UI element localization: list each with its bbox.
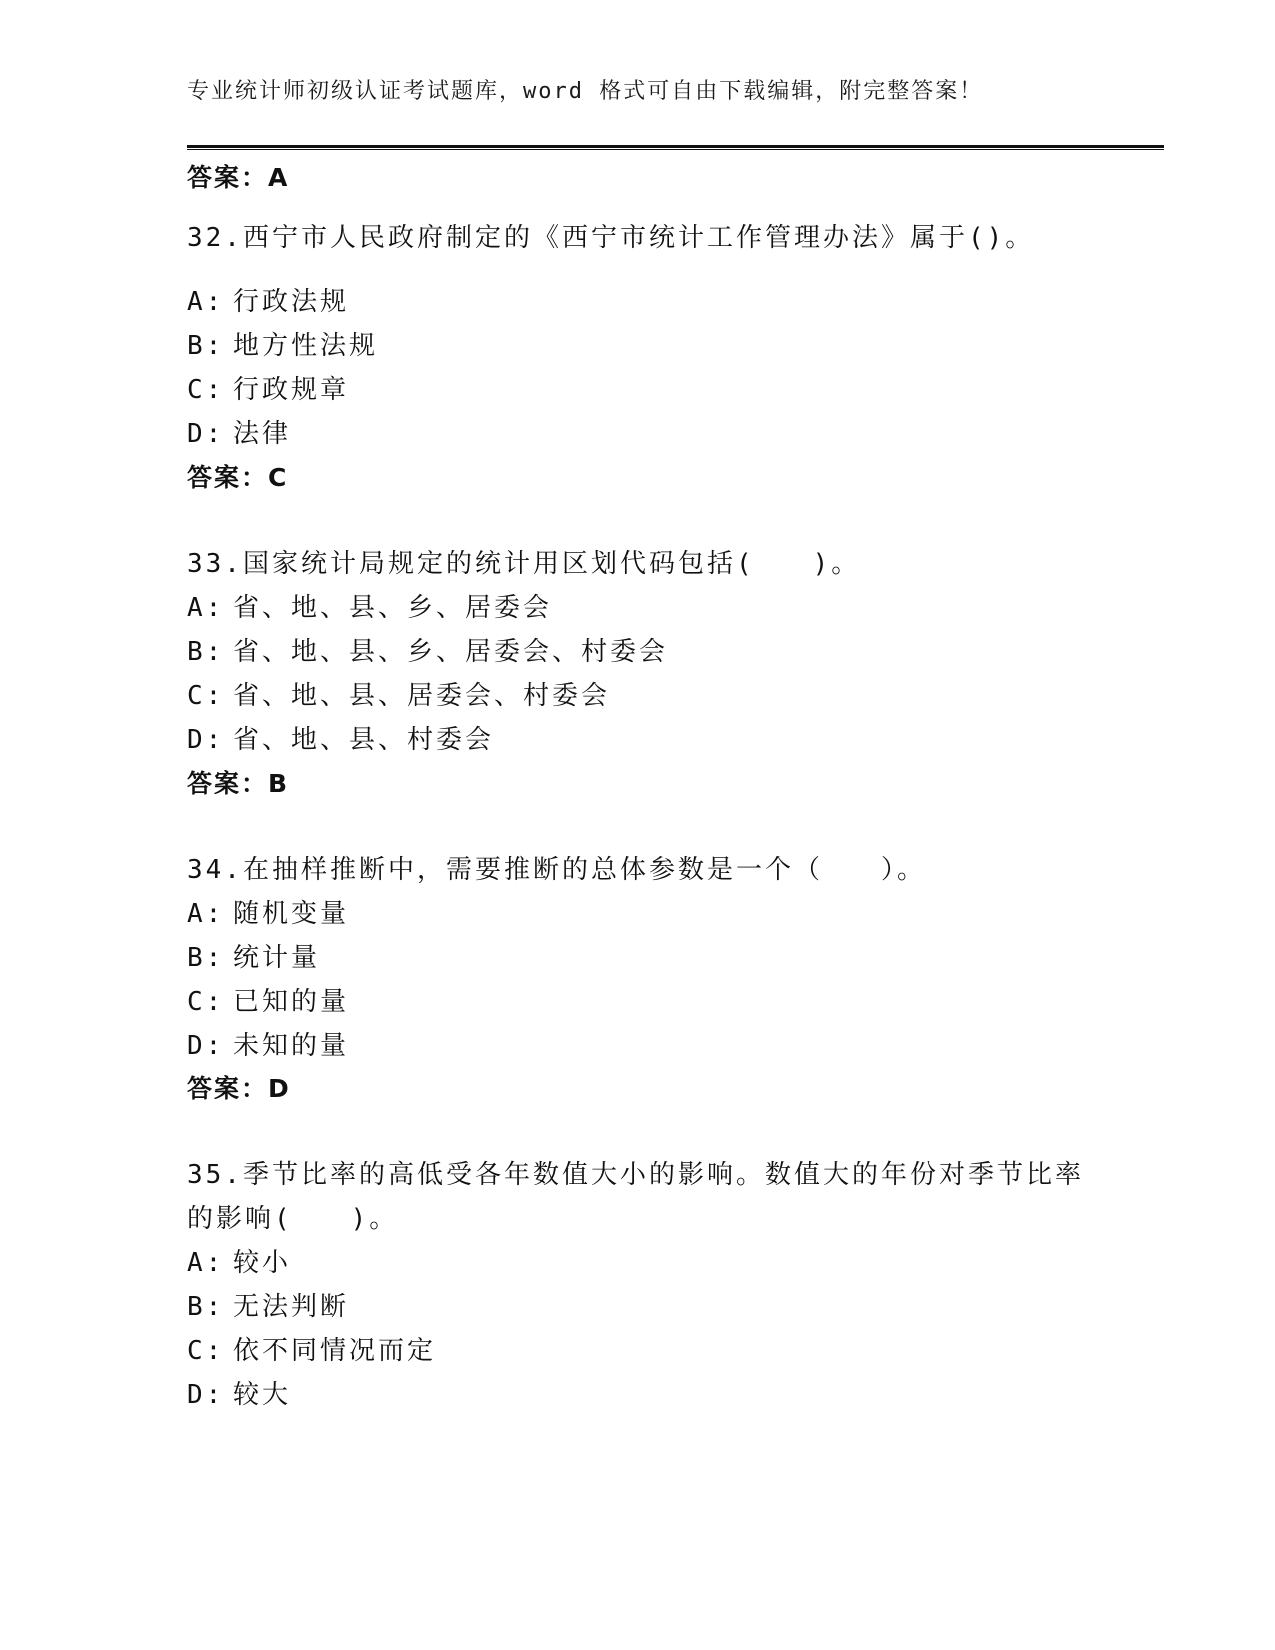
question-33-option-d <box>187 720 494 760</box>
option-text: 省、地、县、乡、居委会 <box>233 593 553 623</box>
option-label: B: <box>187 637 225 667</box>
option-label: B: <box>187 943 225 973</box>
option-label: B: <box>187 1292 225 1322</box>
option-text: 无法判断 <box>233 1292 350 1322</box>
question-34-option-c <box>187 982 349 1022</box>
question-33-option-c <box>187 676 610 716</box>
option-label: C: <box>187 681 225 711</box>
option-label: C: <box>187 1336 225 1366</box>
option-label: D: <box>187 1031 225 1061</box>
question-32-option-b <box>187 326 378 366</box>
option-label: C: <box>187 987 225 1017</box>
question-35-option-c <box>187 1331 436 1371</box>
question-33-answer: 答案：B <box>187 769 290 798</box>
option-label: D: <box>187 419 225 449</box>
question-34-option-b <box>187 938 320 978</box>
question-35-stem-continued: 的影响( )。 <box>187 1204 399 1234</box>
option-label: A: <box>187 287 225 317</box>
option-text: 较小 <box>233 1248 292 1278</box>
question-33-option-b <box>187 632 668 672</box>
question-33-stem: 33.国家统计局规定的统计用区划代码包括( )。 <box>187 549 861 579</box>
answer-31: 答案：A <box>187 163 290 192</box>
question-35-option-b <box>187 1287 349 1327</box>
question-35-stem: 35.季节比率的高低受各年数值大小的影响。数值大的年份对季节比率 <box>187 1160 1084 1190</box>
question-34-option-d <box>187 1026 349 1066</box>
question-34-stem: 34.在抽样推断中，需要推断的总体参数是一个（ ）。 <box>187 855 926 885</box>
option-label: C: <box>187 375 225 405</box>
option-text: 较大 <box>233 1380 292 1410</box>
question-32-option-c <box>187 370 349 410</box>
option-label: B: <box>187 331 225 361</box>
option-text: 法律 <box>233 419 292 449</box>
question-33-option-a <box>187 588 552 628</box>
question-34-option-a <box>187 894 349 934</box>
option-text: 行政规章 <box>233 375 350 405</box>
option-label: D: <box>187 1380 225 1410</box>
question-32-answer: 答案：C <box>187 463 289 492</box>
option-text: 依不同情况而定 <box>233 1336 437 1366</box>
option-text: 省、地、县、村委会 <box>233 725 495 755</box>
question-34-answer: 答案：D <box>187 1074 291 1103</box>
option-label: A: <box>187 1248 225 1278</box>
header-divider <box>187 145 1164 150</box>
question-32-stem: 32.西宁市人民政府制定的《西宁市统计工作管理办法》属于()。 <box>187 223 1035 253</box>
page-header: 专业统计师初级认证考试题库，word 格式可自由下载编辑，附完整答案！ <box>187 79 984 104</box>
option-label: A: <box>187 899 225 929</box>
option-text: 统计量 <box>233 943 321 973</box>
option-text: 省、地、县、乡、居委会、村委会 <box>233 637 669 667</box>
option-text: 已知的量 <box>233 987 350 1017</box>
option-text: 随机变量 <box>233 899 350 929</box>
option-text: 未知的量 <box>233 1031 350 1061</box>
question-35-option-d <box>187 1375 291 1415</box>
option-text: 地方性法规 <box>233 331 379 361</box>
option-text: 省、地、县、居委会、村委会 <box>233 681 611 711</box>
question-32-option-a <box>187 282 349 322</box>
question-35-option-a <box>187 1243 291 1283</box>
option-label: A: <box>187 593 225 623</box>
option-label: D: <box>187 725 225 755</box>
option-text: 行政法规 <box>233 287 350 317</box>
question-32-option-d <box>187 414 291 454</box>
